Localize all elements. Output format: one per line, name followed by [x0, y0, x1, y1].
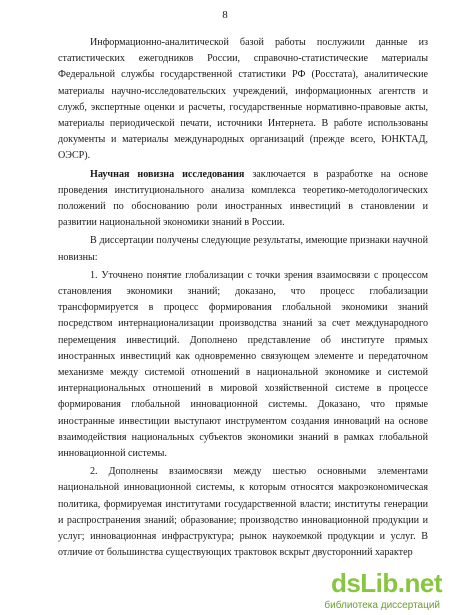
paragraph-results-intro: В диссертации получены следующие результаты, имеющие признаки научной новизны: — [58, 235, 428, 263]
paragraph-result-1: 1. Уточнено понятие глобализации с точки зрения взаимосвязи с процессом становления экономики знаний; доказано, что процесс глобализации трансформируется в процесс формирования глобальной экономики знаний посредством интернационализации производства знаний за счет международного перемещения инвестиций. Дополнено представление об институте прямых иностранных инвестиций как одновременно связующем элементе и передаточном механизме между системой отношений в национальной экономике и системой интернациональных отношений в мировой хозяйственной системе в процессе формирования глобальной инновационной системы. Доказано, что прямые иностранные инвестиции выступают инструментом создания инноваций на основе взаимодействия национальных субъектов экономики знаний в рамках глобальной инновационной системы. — [58, 269, 428, 460]
novelty-text: заключается в разработке на основе проведения институционального анализа комплекса теоретико-методологических положений по обоснованию роли иностранных инвестиций в становлении и развитии национальной экономики знаний в России. — [58, 168, 428, 229]
dslib-watermark — [292, 569, 442, 611]
paragraph-scientific-novelty — [58, 167, 428, 232]
document-body — [58, 35, 428, 562]
novelty-heading: Научная новизна исследования — [90, 168, 245, 180]
dslib-logo: dsLib.net — [330, 568, 442, 598]
paragraph-data-sources: Информационно-аналитической базой работы послужили данные из статистических ежегодников России, справочно-статистические материалы Федеральной службы государственной статистики РФ (Росстата), аналитические материалы научно-исследовательских учреждений, информационных агентств и служб, экспертные оценки и расчеты, государственные нормативно-правовые акты, материалы периодической печати, источники Интернета. В работе использованы документы и материалы международных организаций (прежде всего, ЮНКТАД, ОЭСР). — [58, 37, 428, 162]
page-number: 8 — [222, 9, 228, 21]
dslib-caption: библиотека диссертаций — [324, 600, 440, 611]
paragraph-result-2: 2. Дополнены взаимосвязи между шестью основными элементами национальной инновационной системы, к которым относятся макроэкономическая политика, формируемая институтами государственной власти; институты генерации и распространения знаний; образование; производство инновационной продукции и услуг; инновационная инфраструктура; рынок наукоемкой продукции и услуг. В отличие от большинства существующих трактовок вскрыт двусторонний характер — [58, 466, 428, 559]
